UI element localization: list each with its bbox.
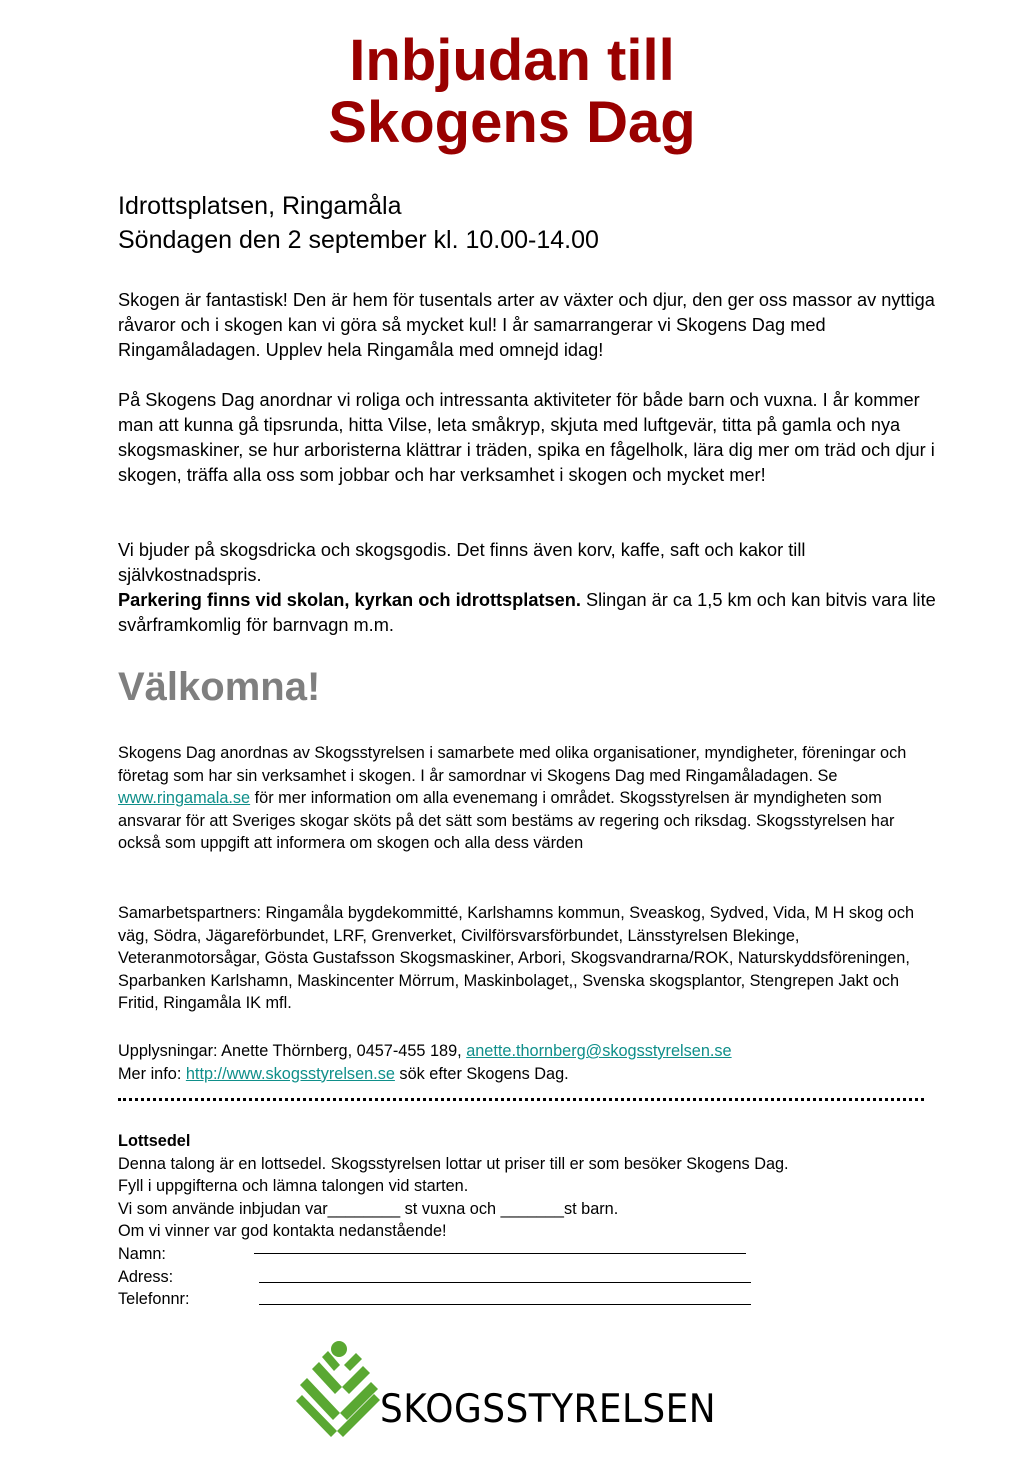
lottery-line-1: Denna talong är en lottsedel. Skogsstyrelsen lottar ut priser till er som besöker Skogens Dag. [118,1154,789,1173]
more-info-suffix: sök efter Skogens Dag. [394,1064,569,1083]
phone-field[interactable] [259,1304,751,1305]
address-row [118,1266,938,1289]
contact-info [118,1040,938,1085]
lottery-line-4: Om vi vinner var god kontakta nedanstående! [118,1222,447,1241]
skogsstyrelsen-link[interactable]: http://www.skogsstyrelsen.se [185,1064,395,1083]
event-date: Söndagen den 2 september kl. 10.00-14.00 [118,226,599,254]
intro-paragraph-3 [118,538,938,638]
tree-diamond-icon [292,1335,384,1447]
page-title [0,30,1024,154]
skogsstyrelsen-logo [292,1335,717,1450]
refreshments-text: Vi bjuder på skogsdricka och skogsgodis. Det finns även korv, kaffe, saft och kakor till självkostnadspris. [118,540,806,585]
contact-line [118,1040,938,1063]
address-field[interactable] [259,1282,751,1283]
parking-rest: Slingan är ca 1,5 km och kan bitvis vara lite svårframkomlig för barnvagn m.m. [118,590,936,635]
lottery-heading: Lottsedel [118,1132,191,1150]
email-link[interactable]: anette.thornberg@skogsstyrelsen.se [466,1042,732,1060]
intro-paragraph-2: På Skogens Dag anordnar vi roliga och intressanta aktiviteter för både barn och vuxna. I år kommer man att kunna gå tipsrunda, hitta Vilse, leta småkryp, skjuta med luftgevär, titta på gamla och nya skogsmaskiner, se hur arboristerna klättrar i träden, spika en fågelholk, lära dig mer om träd och djur i skogen, träffa alla oss som jobbar och har verksamhet i skogen och mycket mer! [118,390,935,485]
more-info-line [118,1063,938,1086]
name-label: Namn: [118,1244,166,1263]
about-text-end: för mer information om alla evenemang i området. Skogsstyrelsen är myndigheten som ansvarar för att Sveriges skogar sköts på det sätt som bestäms av regering och riksdag. Skogsstyrelsen har också som uppgift att informera om skogen och alla dess värden [118,789,895,853]
partners-paragraph: Samarbetspartners: Ringamåla bygdekommitté, Karlshamns kommun, Sveaskog, Sydved, Vida, M H skog och väg, Södra, Jägareförbundet, LRF, Grenverket, Civilförsvarsförbundet, Länsstyrelsen Blekinge, Veteranmotorsågar, Gösta Gustafsson Skogsmaskiner, Arbori, Skogsvandrarna/ROK, Naturskyddsföreningen, Sparbanken Karlshamn, Maskincenter Mörrum, Maskinbolaget,, Svenska skogsplantor, Stengrepen Jakt och Fritid, Ringamåla IK mfl. [118,904,915,1013]
title-line-1: Inbjudan till [349,28,675,93]
name-field[interactable] [254,1253,746,1254]
lottery-line-2: Fyll i uppgifterna och lämna talongen vid starten. [118,1177,469,1196]
address-label: Adress: [118,1267,174,1286]
parking-text [118,588,938,638]
cut-line-divider [118,1094,924,1101]
logo-wordmark: SKOGSSTYRELSEN [380,1387,717,1432]
intro-paragraph-1: Skogen är fantastisk! Den är hem för tusentals arter av växter och djur, den ger oss massor av nyttiga råvaror och i skogen kan vi göra så mycket kul! I år samarrangerar vi Skogens Dag med Ringamåladagen. Upplev hela Ringamåla med omnejd idag! [118,290,935,360]
contact-prefix: Upplysningar: Anette Thörnberg, 0457-455 189, [118,1042,467,1060]
more-info-prefix: Mer info: [118,1064,186,1083]
event-details [118,189,938,257]
about-paragraph [118,742,938,855]
welcome-heading: Välkomna! [118,665,321,709]
about-text-start: Skogens Dag anordnas av Skogsstyrelsen i samarbete med olika organisationer, myndigheter, föreningar och företag som har sin verksamhet i skogen. I år samordnar vi Skogens Dag med Ringamåladagen. Se [118,744,907,785]
title-line-2: Skogens Dag [328,90,696,155]
parking-bold: Parkering finns vid skolan, kyrkan och idrottsplatsen. [118,590,581,610]
lottery-coupon [118,1130,938,1311]
event-place: Idrottsplatsen, Ringamåla [118,192,402,220]
phone-label: Telefonnr: [118,1290,190,1309]
name-row [118,1243,938,1266]
ringamala-link[interactable]: www.ringamala.se [118,789,251,808]
phone-row [118,1288,938,1311]
lottery-line-3: Vi som använde inbjudan var________ st vuxna och _______st barn. [118,1199,619,1218]
